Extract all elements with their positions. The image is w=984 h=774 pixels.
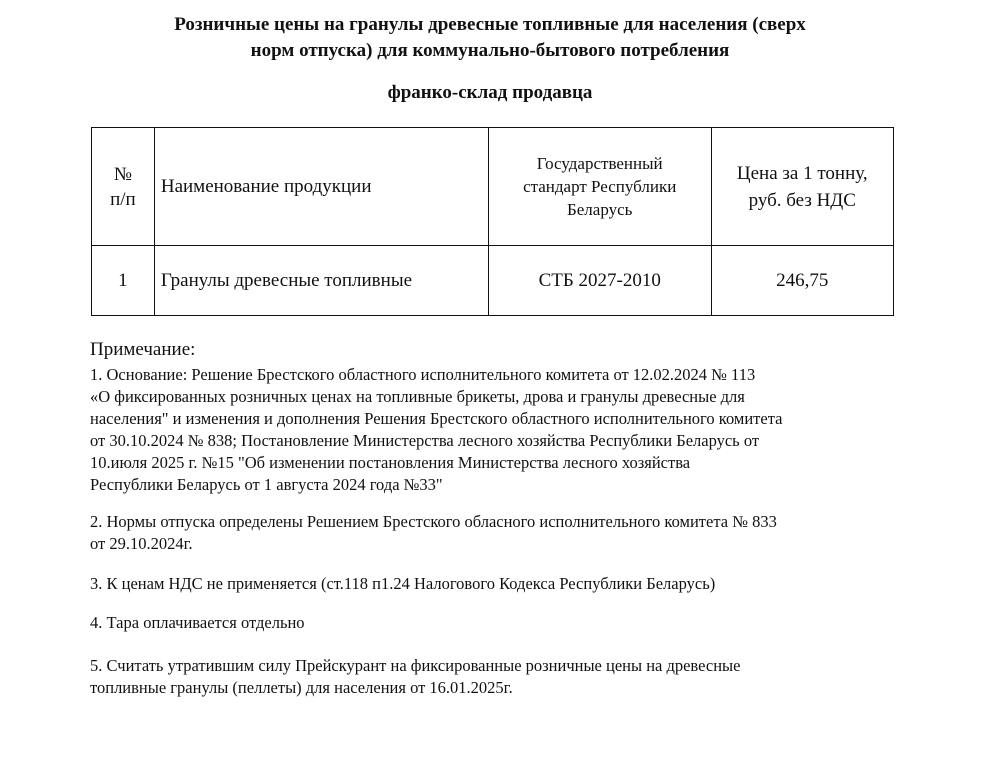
header-product-name: Наименование продукции [154,128,488,246]
table-row [92,246,894,316]
header-standard-line-3: Беларусь [567,200,633,219]
document-subtitle: франко-склад продавца [387,82,593,103]
row-price: 246,75 [711,246,893,316]
note-2-line-1: 2. Нормы отпуска определены Решением Брестского обласного исполнительного комитета № 833 [90,512,777,531]
note-5-line-1: 5. Считать утратившим силу Прейскурант на фиксированные розничные цены на древесные [90,656,741,675]
row-standard: СТБ 2027-2010 [488,246,711,316]
header-standard [488,128,711,246]
header-price-line-1: Цена за 1 тонну, [736,162,868,184]
note-2-line-2: от 29.10.2024г. [90,534,193,553]
price-table [91,127,894,316]
note-4 [90,612,890,634]
note-2 [90,511,890,555]
notes-heading: Примечание: [90,339,196,360]
row-number: 1 [92,246,155,316]
header-number-line-2: п/п [110,188,136,210]
note-4-line-1: 4. Тара оплачивается отдельно [90,613,305,632]
header-price-line-2: руб. без НДС [748,189,856,211]
notes-section [90,338,890,699]
title-line-2: норм отпуска) для коммунально-бытового потребления [250,40,730,61]
note-1-line-3: населения" и изменения и дополнения Решения Брестского областного исполнительного комитета [90,409,783,428]
header-standard-line-2: стандарт Республики [523,177,677,196]
note-1-line-5: 10.июля 2025 г. №15 "Об изменении постановления Министерства лесного хозяйства [90,453,691,472]
note-1-line-6: Республики Беларусь от 1 августа 2024 года №33" [90,475,443,494]
note-1 [90,364,890,496]
document-title [100,12,880,64]
note-1-line-4: от 30.10.2024 № 838; Постановление Министерства лесного хозяйства Республики Беларусь от [90,431,760,450]
note-3-line-1: 3. К ценам НДС не применяется (ст.118 п1.24 Налогового Кодекса Республики Беларусь) [90,574,716,593]
header-price [711,128,893,246]
note-5 [90,655,890,699]
table-header-row [92,128,894,246]
note-1-line-1: 1. Основание: Решение Брестского областного исполнительного комитета от 12.02.2024 № 113 [90,365,756,384]
title-line-1: Розничные цены на гранулы древесные топливные для населения (сверх [174,14,806,35]
header-number [92,128,155,246]
row-product-name: Гранулы древесные топливные [154,246,488,316]
header-number-line-1: № [113,163,132,185]
note-1-line-2: «О фиксированных розничных ценах на топливные брикеты, дрова и гранулы древесные для [90,387,745,406]
header-standard-line-1: Государственный [536,154,663,173]
note-5-line-2: топливные гранулы (пеллеты) для населения от 16.01.2025г. [90,678,513,697]
note-3 [90,573,890,595]
